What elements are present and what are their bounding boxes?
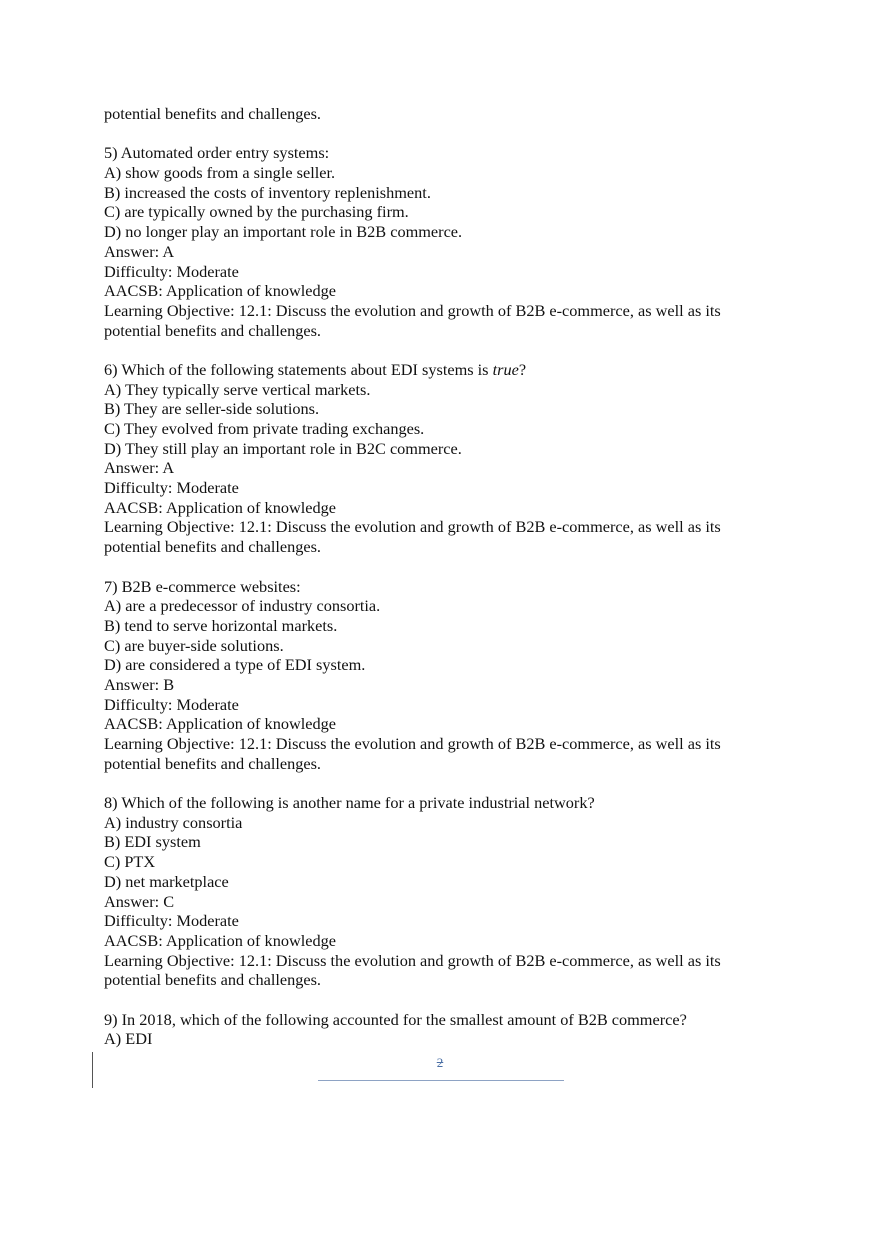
option: D) are considered a type of EDI system.	[104, 655, 366, 675]
option: D) They still play an important role in B2C commerce.	[104, 438, 462, 458]
spacer	[104, 340, 784, 360]
learning-objective: Learning Objective: 12.1: Discuss the evolution and growth of B2B e-commerce, as well as its	[104, 734, 721, 753]
continuation-text: potential benefits and challenges.	[104, 104, 322, 123]
stem-text-end: ?	[518, 359, 527, 379]
question-stem	[104, 793, 784, 813]
question-block	[104, 1010, 784, 1049]
option: A) are a predecessor of industry consortia.	[104, 596, 381, 616]
answer: Answer: A	[104, 458, 175, 478]
option: B) tend to serve horizontal markets.	[104, 615, 338, 635]
stem-text: 8) Which of the following is another name for a private industrial network?	[104, 793, 595, 813]
spacer	[104, 557, 784, 577]
question-block	[104, 360, 784, 557]
stem-emphasis: true	[492, 359, 519, 379]
option: B) EDI system	[104, 832, 201, 852]
page-number: 2	[436, 1055, 444, 1070]
option: C) are typically owned by the purchasing firm.	[104, 202, 409, 222]
option: A) show goods from a single seller.	[104, 163, 336, 183]
stem-text: 5) Automated order entry systems:	[104, 143, 330, 163]
aacsb: AACSB: Application of knowledge	[104, 714, 336, 734]
stem-text: 7) B2B e-commerce websites:	[104, 576, 301, 596]
footer-divider	[318, 1080, 564, 1081]
learning-objective: Learning Objective: 12.1: Discuss the evolution and growth of B2B e-commerce, as well as its	[104, 300, 721, 320]
question-block	[104, 143, 784, 340]
learning-objective: Learning Objective: 12.1: Discuss the evolution and growth of B2B e-commerce, as well as its	[104, 517, 721, 537]
option: D) no longer play an important role in B2B commerce.	[104, 222, 463, 242]
option: B) They are seller-side solutions.	[104, 399, 320, 419]
option: A) They typically serve vertical markets.	[104, 379, 371, 399]
option: C) are buyer-side solutions.	[104, 635, 284, 655]
answer: Answer: A	[104, 241, 175, 261]
learning-objective-continued: potential benefits and challenges.	[104, 970, 322, 990]
learning-objective-continued: potential benefits and challenges.	[104, 537, 322, 557]
option: C) PTX	[104, 852, 156, 872]
aacsb: AACSB: Application of knowledge	[104, 497, 336, 517]
aacsb: AACSB: Application of knowledge	[104, 281, 336, 301]
option: A) industry consortia	[104, 812, 243, 832]
learning-objective-continued: potential benefits and challenges.	[104, 753, 322, 773]
spacer	[104, 124, 784, 144]
difficulty: Difficulty: Moderate	[104, 261, 239, 281]
answer: Answer: C	[104, 891, 175, 911]
difficulty: Difficulty: Moderate	[104, 694, 239, 714]
answer: Answer: B	[104, 674, 175, 694]
learning-objective-continued: potential benefits and challenges.	[104, 320, 322, 340]
stem-text: 6) Which of the following statements about EDI systems is	[104, 359, 493, 379]
difficulty: Difficulty: Moderate	[104, 911, 239, 931]
option: B) increased the costs of inventory replenishment.	[104, 182, 431, 202]
question-stem	[104, 577, 784, 597]
option: D) net marketplace	[104, 871, 229, 891]
spacer	[104, 773, 784, 793]
document-body	[104, 104, 784, 1049]
question-stem: 9) In 2018, which of the following accounted for the smallest amount of B2B commerce?	[104, 1009, 687, 1029]
learning-objective: Learning Objective: 12.1: Discuss the evolution and growth of B2B e-commerce, as well as its	[104, 950, 721, 970]
option: C) They evolved from private trading exchanges.	[104, 419, 425, 438]
question-block	[104, 577, 784, 774]
question-stem	[104, 360, 784, 380]
question-stem	[104, 143, 784, 163]
option: A) EDI	[104, 1029, 153, 1049]
aacsb: AACSB: Application of knowledge	[104, 930, 336, 950]
difficulty: Difficulty: Moderate	[104, 478, 239, 498]
spacer	[104, 990, 784, 1010]
question-block	[104, 793, 784, 990]
